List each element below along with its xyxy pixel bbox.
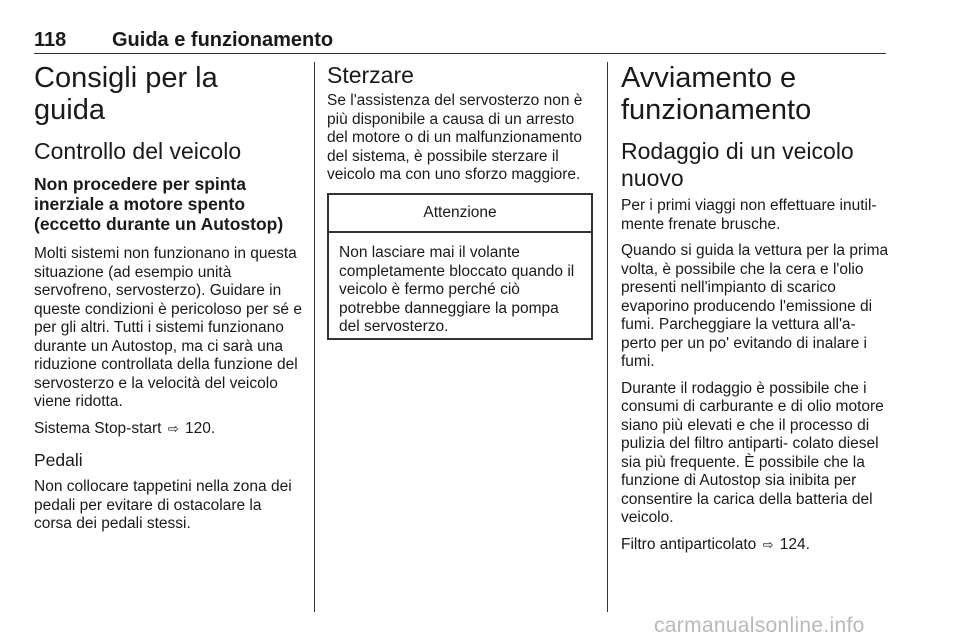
running-title: Guida e funzionamento [112, 29, 334, 51]
column-1 [34, 62, 302, 534]
page-number: 118 [34, 29, 67, 51]
paragraph-coasting: Molti sistemi non funzionano in questa situazione (ad esempio unità servofreno, servosterzo). Guidare in queste condizioni è pericoloso per sé e per gli altri. Tutti i sistemi funzionano durante un Autostop, ma ci sarà una riduzione controllata della funzione del servosterzo e la velocità del veicolo viene ridotta. [34, 245, 302, 410]
chapter-title: Avviamento e funzionamento [621, 62, 812, 126]
paragraph-consumption: Durante il rodaggio è possibile che i consumi di carburante e di olio motore siano più elevati e che il processo di pulizia del filtro antiparti- colato diesel sia più frequente. È possibile che la funzione di Autostop sia inibita per consentire la carica della batteria del veicolo. [621, 379, 884, 526]
page-ref-arrow-icon: ⇨ [167, 420, 179, 436]
warning-text: Non lasciare mai il volante completamente bloccato quando il veicolo è fermo perché ciò potrebbe danneggiare la pompa del servosterzo. [339, 244, 575, 335]
paragraph-braking: Per i primi viaggi non effettuare inutil- mente frenate brusche. [621, 197, 877, 233]
paragraph-pedals: Non collocare tappetini nella zona dei pedali per evitare di ostacolare la corsa dei pedali stessi. [34, 478, 292, 532]
subheading-pedals: Pedali [34, 450, 83, 470]
column-3 [621, 62, 889, 554]
cross-reference[interactable] [34, 420, 302, 439]
warning-title: Attenzione [329, 195, 591, 233]
paragraph-exhaust: Quando si guida la vettura per la prima volta, è possibile che la cera e l'olio presenti nell'impianto di scarico evaporino producendo l'emissione di fumi. Parcheggiare la vettura all'a- perto per un po' evitando di inalare i fumi. [621, 242, 889, 370]
watermark: carmanualsonline.info [654, 614, 865, 637]
page-header [34, 29, 886, 55]
subheading-steering: Sterzare [327, 62, 414, 88]
chapter-title: Consigli per la guida [34, 62, 218, 126]
subheading-coasting: Non procedere per spinta inerziale a motore spento (eccetto durante un Autostop) [34, 174, 284, 234]
cross-reference-text: Filtro antiparticolato [621, 535, 757, 553]
paragraph-steering: Se l'assistenza del servosterzo non è più disponibile a causa di un arresto del motore o di un malfunzionamento del sistema, è possibile sterzare il veicolo ma con uno sforzo maggiore. [327, 92, 583, 183]
header-divider [34, 53, 886, 54]
cross-reference[interactable] [621, 536, 889, 555]
cross-reference-text: Sistema Stop-start [34, 419, 162, 437]
column-2 [327, 62, 595, 185]
column-divider-1 [314, 62, 315, 612]
section-heading: Rodaggio di un veicolo nuovo [621, 138, 854, 191]
section-heading: Controllo del veicolo [34, 138, 242, 164]
warning-box [327, 193, 593, 340]
cross-reference-page: 124. [779, 535, 810, 553]
column-divider-2 [607, 62, 608, 612]
page-ref-arrow-icon: ⇨ [762, 536, 774, 552]
cross-reference-page: 120. [185, 419, 216, 437]
